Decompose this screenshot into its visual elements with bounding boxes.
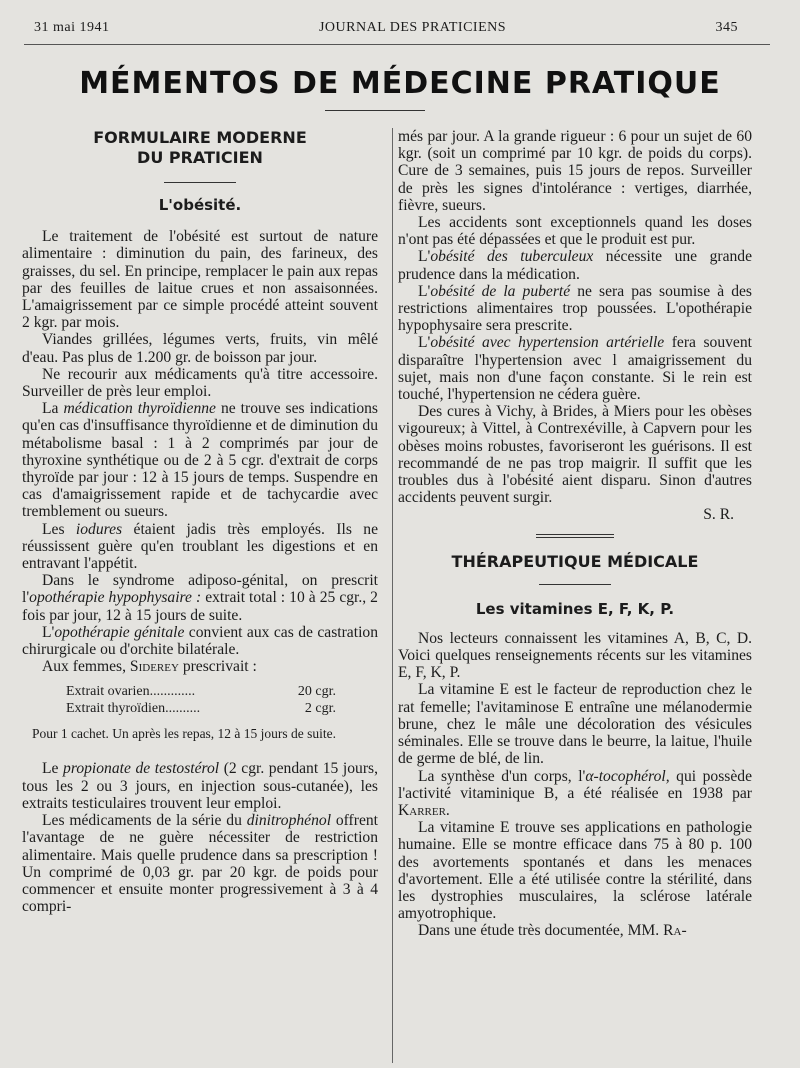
section-title-line2: DU PRATICIEN [137, 148, 263, 167]
header-rule [24, 44, 770, 45]
paragraph: Aux femmes, Siderey prescrivait : [42, 658, 257, 676]
paragraph: Dans une étude très documentée, MM. Ra- [418, 922, 687, 940]
paragraph: Le propionate de testostérol (2 cgr. pendant 15 jours, tous les 2 ou 3 jours, en injection sous-cutanée), les extraits testiculaires trouvent leur emploi. [22, 760, 378, 812]
formula-note: Pour 1 cachet. Un après les repas, 12 à 15 jours de suite. [32, 726, 337, 742]
section-title-line1: FORMULAIRE MODERNE [93, 128, 307, 147]
column-divider [392, 128, 393, 1063]
paragraph: L'obésité de la puberté ne sera pas soumise à des restrictions alimentaires trop poussées. L'opothérapie hypophysaire sera prescrite. [398, 282, 752, 335]
left-column [22, 128, 378, 915]
formula-row: Extrait ovarien............. 20 cgr. [66, 684, 336, 700]
paragraph: L'opothérapie génitale convient aux cas de castration chirurgicale ou d'orchite bilatérale. [22, 623, 378, 659]
section-title [22, 128, 378, 168]
section-rule [164, 182, 236, 183]
paragraph: L'obésité avec hypertension artérielle fera souvent disparaître l'hypertension avec l amaigrissement du sujet, mais non d'une façon constante. Si le rein est touché, l'hypertension ne cédera guère. [398, 334, 752, 404]
header-page-number: 345 [715, 20, 738, 35]
paragraph: Viandes grillées, légumes verts, fruits, vin mêlé d'eau. Pas plus de 1.200 gr. de boisson par jour. [22, 331, 378, 366]
paragraph: La médication thyroïdienne ne trouve ses indications qu'en cas d'insuffisance thyroïdienne et de diminution du métabolisme basal : 1 à 2 comprimés par jour de thyroxine synthétique ou de 2 à 5 cgr. d'extrait de corps thyroïde par jour : 12 à 15 jours de temps. Suspendre en cas d'amaigrissement rapide et de tachycardie avec tremblement ou sueurs. [22, 400, 378, 521]
header-journal: JOURNAL DES PRATICIENS [318, 20, 507, 35]
article-subtitle: L'obésité. [158, 196, 242, 214]
paragraph: Nos lecteurs connaissent les vitamines A, B, C, D. Voici quelques renseignements récents sur les vitamines E, F, K, P. [398, 629, 752, 682]
paragraph: Dans le syndrome adiposo-génital, on prescrit l'opothérapie hypophysaire : extrait total : 10 à 25 cgr., 2 fois par jour, 12 à 15 jours de suite. [22, 572, 378, 624]
page-title: MÉMENTOS DE MÉDECINE PRATIQUE [79, 66, 721, 101]
paragraph: La vitamine E trouve ses applications en pathologie humaine. Elle se montre efficace dans 75 à 80 p. 100 des avortements spontanés et dans les menaces d'avortement. Elle a été utilisée contre la stérilité, dans les dystrophies musculaires, la sclérose latérale amyotrophique. [398, 819, 752, 923]
article-subtitle: Les vitamines E, F, K, P. [475, 599, 675, 618]
paragraph: Des cures à Vichy, à Brides, à Miers pour les obèses vigoureux; à Vittel, à Contrexéville, à Capvern pour les obèses moins robustes, favoriseront les guérisons. Il est recommandé de ne pas trop maigrir. Il suffit que les troubles dus à l'obésité aient disparu. Sinon d'autres accidents peuvent surgir. [398, 403, 752, 507]
paragraph: Les iodures étaient jadis très employés. Ils ne réussissent guère qu'en troublant les digestions et en entravant l'appétit. [22, 520, 379, 573]
paragraph: Les accidents sont exceptionnels quand les doses n'ont pas été dépassées et que le produit est pur. [398, 214, 752, 249]
header-date: 31 mai 1941 [34, 20, 110, 35]
section-rule [539, 584, 611, 585]
right-column [398, 128, 752, 940]
title-rule [325, 110, 425, 111]
running-header [34, 20, 738, 36]
paragraph: L'obésité des tuberculeux nécessite une grande prudence dans la médication. [398, 248, 753, 283]
paragraph: Le traitement de l'obésité est surtout de nature alimentaire : diminution du pain, des farineux, des graisses, du sel. En principe, remplacer le pain aux repas par des feuilles de laitue crues et non assaisonnées. L'amaigrissement par ce simple procédé atteint souvent 2 kgr. par mois. [22, 228, 378, 332]
formula-row: Extrait thyroïdien.......... 2 cgr. [66, 701, 336, 717]
signature: S. R. [703, 506, 734, 524]
section-title: THÉRAPEUTIQUE MÉDICALE [451, 551, 699, 571]
paragraph: La vitamine E est le facteur de reproduction chez le rat femelle; l'avitaminose E entraîne une mélanodermie brune, chez le mâle une décoloration des vésicules séminales. Elle se trouve dans le beurre, la laitue, l'huile de germe de blé, de lin. [398, 681, 752, 768]
paragraph: Les médicaments de la série du dinitrophénol offrent l'avantage de ne guère nécessiter de restriction alimentaire. Mais quelle prudence dans sa prescription ! Un comprimé de 0,03 gr. par 20 kgr. de poids pour commencer et ensuite monter progressivement à 3 à 4 compri- [22, 812, 378, 916]
section-separator [536, 534, 614, 538]
prescription-formula [66, 683, 378, 717]
paragraph: La synthèse d'un corps, l'α-tocophérol, qui possède l'activité vitaminique B, a été réalisée en 1938 par Karrer. [398, 767, 752, 819]
paragraph: Ne recourir aux médicaments qu'à titre accessoire. Surveiller de près leur emploi. [22, 365, 378, 401]
paragraph: més par jour. A la grande rigueur : 6 pour un sujet de 60 kgr. (soit un comprimé par 10 kgr. de poids du corps). Cure de 3 semaines, puis 15 jours de repos. Surveiller de près les signes d'intolérance : vertiges, diarrhée, fièvre, sueurs. [398, 128, 752, 214]
